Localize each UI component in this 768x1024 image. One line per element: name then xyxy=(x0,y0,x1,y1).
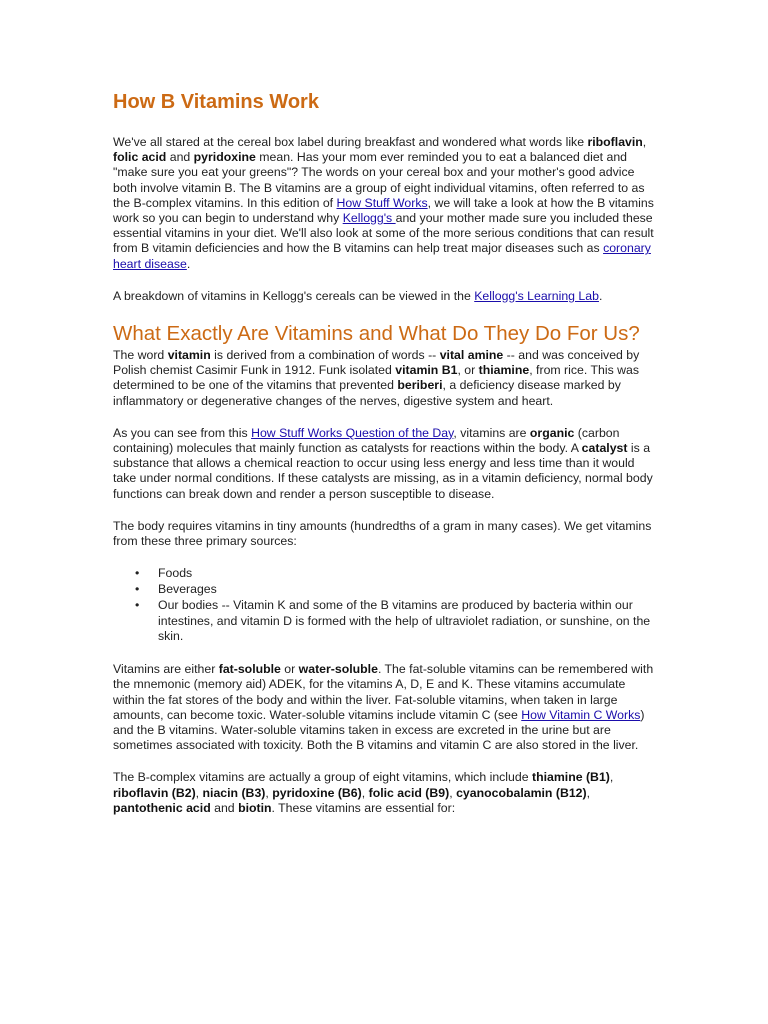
text: , or xyxy=(457,363,479,378)
term-folic-acid-b9: folic acid (B9) xyxy=(368,785,450,800)
bullet-icon: • xyxy=(135,597,140,612)
link-kelloggs-learning-lab[interactable]: Kellogg's Learning Lab xyxy=(474,288,599,303)
term-beriberi: beriberi xyxy=(397,378,443,393)
term-fat-soluble: fat-soluble xyxy=(218,662,281,677)
text: , xyxy=(195,785,203,800)
link-kelloggs[interactable]: Kellogg's xyxy=(342,211,396,226)
term-cyanocobalamin-b12: cyanocobalamin (B12) xyxy=(456,785,587,800)
text: ) and the B vitamins. Water-soluble vitamins taken in excess are excreted in the urine but are sometimes associated with toxicity. Both the B vitamins and vitamin C are also stored in the liver. xyxy=(113,707,645,753)
text: , from rice. This was determined to be one of the vitamins that prevented xyxy=(113,363,640,393)
bullet-icon: • xyxy=(135,566,140,581)
catalyst-paragraph xyxy=(113,426,658,502)
link-coronary-heart-disease[interactable]: coronary heart disease xyxy=(113,241,651,271)
list-item xyxy=(135,566,658,582)
vitamin-definition-paragraph xyxy=(113,348,658,409)
text: , xyxy=(586,785,591,800)
term-pantothenic-acid: pantothenic acid xyxy=(113,800,211,815)
text: The word xyxy=(113,348,168,363)
text: , vitamins are xyxy=(453,425,530,440)
page-title: How B Vitamins Work xyxy=(113,91,319,113)
term-pyridoxine: pyridoxine xyxy=(193,150,256,165)
text: A breakdown of vitamins in Kellogg's cereals can be viewed in the xyxy=(113,288,475,303)
text: . xyxy=(186,256,191,271)
term-vitamin-b1: vitamin B1 xyxy=(395,363,458,378)
text: . The fat-soluble vitamins can be remembered with the mnemonic (memory aid) ADEK, for the vitamins A, D, E and K. These vitamins accumulate within the fat stores of the body and within the liver. Fat-soluble vitamins, when taken in large amounts, can become toxic. Water-soluble vitamins include vitamin C (see xyxy=(113,662,654,722)
list-item xyxy=(135,582,658,598)
text: , xyxy=(265,785,273,800)
section-heading: What Exactly Are Vitamins and What Do They Do For Us? xyxy=(113,322,640,346)
breakdown-paragraph xyxy=(113,289,658,304)
term-water-soluble: water-soluble xyxy=(298,662,378,677)
list-item-text: Our bodies -- Vitamin K and some of the B vitamins are produced by bacteria within our intestines, and vitamin D is formed with the help of ultraviolet radiation, or sunshine, on the skin. xyxy=(158,597,651,644)
link-question-of-the-day[interactable]: How Stuff Works Question of the Day xyxy=(251,425,454,440)
term-vital-amine: vital amine xyxy=(439,348,504,363)
list-item-text: Foods xyxy=(158,566,193,581)
sources-intro-paragraph: The body requires vitamins in tiny amounts (hundredths of a gram in many cases). We get vitamins from these three primary sources: xyxy=(113,518,652,549)
term-riboflavin-b2: riboflavin (B2) xyxy=(113,785,196,800)
text: and xyxy=(210,800,239,815)
text: and xyxy=(166,150,194,165)
term-thiamine-b1: thiamine (B1) xyxy=(531,770,610,785)
text: , xyxy=(609,770,614,785)
sources-list xyxy=(113,566,658,645)
text: . These vitamins are essential for: xyxy=(271,800,456,815)
text: . xyxy=(598,288,603,303)
text: is derived from a combination of words -- xyxy=(210,348,440,363)
text: , we will take a look at how the B vitamins work so you can begin to understand why xyxy=(113,195,654,226)
text: (carbon containing) molecules that mainly function as catalysts for reactions within the body. A xyxy=(113,425,620,456)
text: or xyxy=(280,662,299,677)
article-body xyxy=(113,88,658,816)
term-folic-acid: folic acid xyxy=(113,150,167,165)
term-catalyst: catalyst xyxy=(581,441,628,456)
term-thiamine: thiamine xyxy=(478,363,530,378)
text: , xyxy=(642,135,647,149)
text: mean. Has your mom ever reminded you to eat a balanced diet and "make sure you eat your greens"? The words on your cereal box and your mother's good advice both involve vitamin B. The B vitamins are a group of eight individual vitamins, often referred to as the B-complex vitamins. In this edition of xyxy=(113,150,645,210)
list-item-text: Beverages xyxy=(158,582,217,597)
text: Vitamins are either xyxy=(113,662,219,677)
text: The B-complex vitamins are actually a group of eight vitamins, which include xyxy=(113,770,532,785)
text: -- and was conceived by Polish chemist Casimir Funk in 1912. Funk isolated xyxy=(113,348,640,378)
link-how-stuff-works[interactable]: How Stuff Works xyxy=(336,195,428,210)
solubility-paragraph xyxy=(113,662,658,753)
term-biotin: biotin xyxy=(238,800,272,815)
term-vitamin: vitamin xyxy=(167,348,211,363)
text: As you can see from this xyxy=(113,425,252,440)
text: , xyxy=(449,785,457,800)
text: is a substance that allows a chemical reaction to occur using less energy and less time than it would take under normal conditions. If these catalysts are missing, as in a vitamin deficiency, normal body functions can break down and render a person susceptible to disease. xyxy=(113,441,653,501)
b-complex-paragraph xyxy=(113,770,658,816)
text: , xyxy=(361,785,369,800)
term-pyridoxine-b6: pyridoxine (B6) xyxy=(272,785,362,800)
term-niacin-b3: niacin (B3) xyxy=(202,785,266,800)
term-organic: organic xyxy=(529,425,575,440)
bullet-icon: • xyxy=(135,582,140,597)
list-item xyxy=(135,597,658,645)
text: , a deficiency disease marked by inflammatory or degenerative changes of the nerves, digestive system and heart. xyxy=(113,378,621,408)
link-how-vitamin-c-works[interactable]: How Vitamin C Works xyxy=(521,707,641,722)
text: We've all stared at the cereal box label during breakfast and wondered what words like xyxy=(113,135,588,149)
term-riboflavin: riboflavin xyxy=(587,135,643,149)
text: and your mother made sure you included these essential vitamins in your diet. We'll also look at some of the more serious conditions that can result from B vitamin deficiencies and how the B vitamins can help treat major diseases such as xyxy=(113,211,654,256)
intro-paragraph xyxy=(113,135,658,272)
